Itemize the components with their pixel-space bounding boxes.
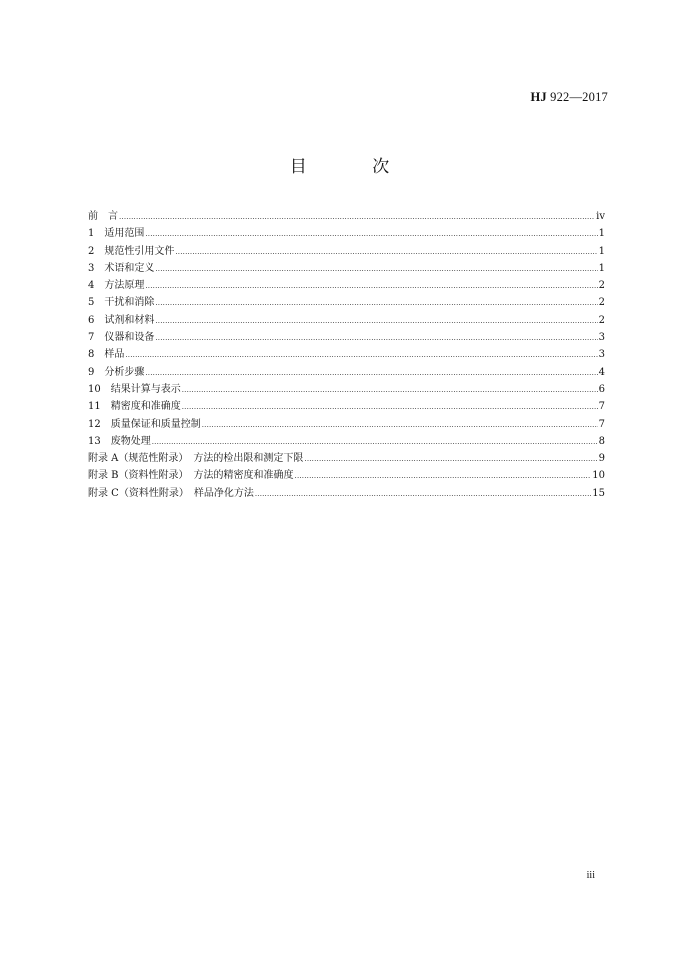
toc-entry-page: 15: [592, 487, 605, 499]
toc-leader-dots: [295, 468, 592, 485]
toc-leader-dots: [202, 417, 598, 434]
toc-entry-label: 8 样品: [88, 349, 125, 361]
toc-entry-page: 8: [598, 435, 605, 447]
toc-entry-appendix-a[interactable]: [88, 450, 605, 467]
toc-entry-page: 3: [598, 349, 605, 361]
toc-entry-page: 9: [598, 453, 605, 465]
toc-entry-page: 2: [598, 314, 605, 326]
toc-leader-dots: [145, 226, 597, 243]
toc-leader-dots: [182, 382, 598, 399]
toc-entry-page: 6: [598, 383, 605, 395]
toc-leader-dots: [155, 261, 597, 278]
toc-entry-label: 3 术语和定义: [88, 262, 155, 274]
toc-leader-dots: [145, 365, 597, 382]
toc-entry-page: 7: [598, 401, 605, 413]
toc-leader-dots: [155, 313, 597, 330]
toc-leader-dots: [125, 347, 597, 364]
toc-leader-dots: [145, 278, 597, 295]
toc-entry-page: 7: [598, 418, 605, 430]
toc-entry-label: 4 方法原理: [88, 280, 145, 292]
toc-entry-13[interactable]: [88, 433, 605, 450]
toc-entry-8[interactable]: [88, 346, 605, 363]
toc-leader-dots: [182, 399, 598, 416]
toc-entry-label: 附录 B（资料性附录） 方法的精密度和准确度: [88, 470, 294, 482]
toc-entry-9[interactable]: [88, 364, 605, 381]
toc-leader-dots: [175, 244, 597, 261]
toc-entry-label: 6 试剂和材料: [88, 314, 155, 326]
toc-leader-dots: [255, 486, 591, 503]
toc-entry-page: 2: [598, 297, 605, 309]
toc-entry-10[interactable]: [88, 381, 605, 398]
toc-leader-dots: [304, 451, 597, 468]
toc-entry-appendix-b[interactable]: [88, 467, 605, 484]
toc-entry-page: 4: [598, 366, 605, 378]
toc-entry-3[interactable]: [88, 260, 605, 277]
toc-entry-11[interactable]: [88, 398, 605, 415]
toc-entry-7[interactable]: [88, 329, 605, 346]
toc-entry-4[interactable]: [88, 277, 605, 294]
toc-entry-label: 12 质量保证和质量控制: [88, 418, 201, 430]
toc-entry-12[interactable]: [88, 416, 605, 433]
toc-leader-dots: [119, 209, 595, 226]
toc-entry-label: 前 言: [88, 211, 118, 222]
toc-entry-appendix-c[interactable]: [88, 485, 605, 502]
toc-entry-label: 1 适用范围: [88, 228, 145, 240]
standard-number: 922—2017: [546, 90, 608, 104]
toc-entry-page: 1: [598, 262, 605, 274]
toc-entry-page: 3: [598, 332, 605, 344]
toc-entry-label: 附录 C（资料性附录） 样品净化方法: [88, 487, 254, 499]
toc-entry-preface[interactable]: [88, 208, 605, 225]
toc-leader-dots: [155, 295, 597, 312]
toc-entry-1[interactable]: [88, 225, 605, 242]
toc-entry-label: 7 仪器和设备: [88, 332, 155, 344]
toc-entry-6[interactable]: [88, 312, 605, 329]
toc-entry-label: 11 精密度和准确度: [88, 401, 181, 413]
toc-entry-2[interactable]: [88, 243, 605, 260]
standard-prefix: HJ: [530, 90, 547, 104]
document-code: [530, 90, 608, 105]
toc-entry-page: 1: [598, 245, 605, 257]
toc-entry-page: iv: [596, 211, 605, 222]
toc-entry-label: 9 分析步骤: [88, 366, 145, 378]
toc-entry-page: 2: [598, 280, 605, 292]
toc-entry-label: 13 废物处理: [88, 435, 151, 447]
toc-leader-dots: [152, 434, 598, 451]
toc-entry-label: 10 结果计算与表示: [88, 383, 181, 395]
toc-entry-label: 2 规范性引用文件: [88, 245, 175, 257]
page-title: 目 次: [289, 157, 420, 177]
toc-entry-5[interactable]: [88, 294, 605, 311]
toc-leader-dots: [155, 330, 597, 347]
toc-entry-page: 10: [592, 470, 605, 482]
toc-entry-label: 5 干扰和消除: [88, 297, 155, 309]
page-number: iii: [586, 870, 595, 881]
toc-entry-label: 附录 A（规范性附录） 方法的检出限和测定下限: [88, 453, 304, 465]
table-of-contents: [88, 208, 605, 502]
toc-entry-page: 1: [598, 228, 605, 240]
